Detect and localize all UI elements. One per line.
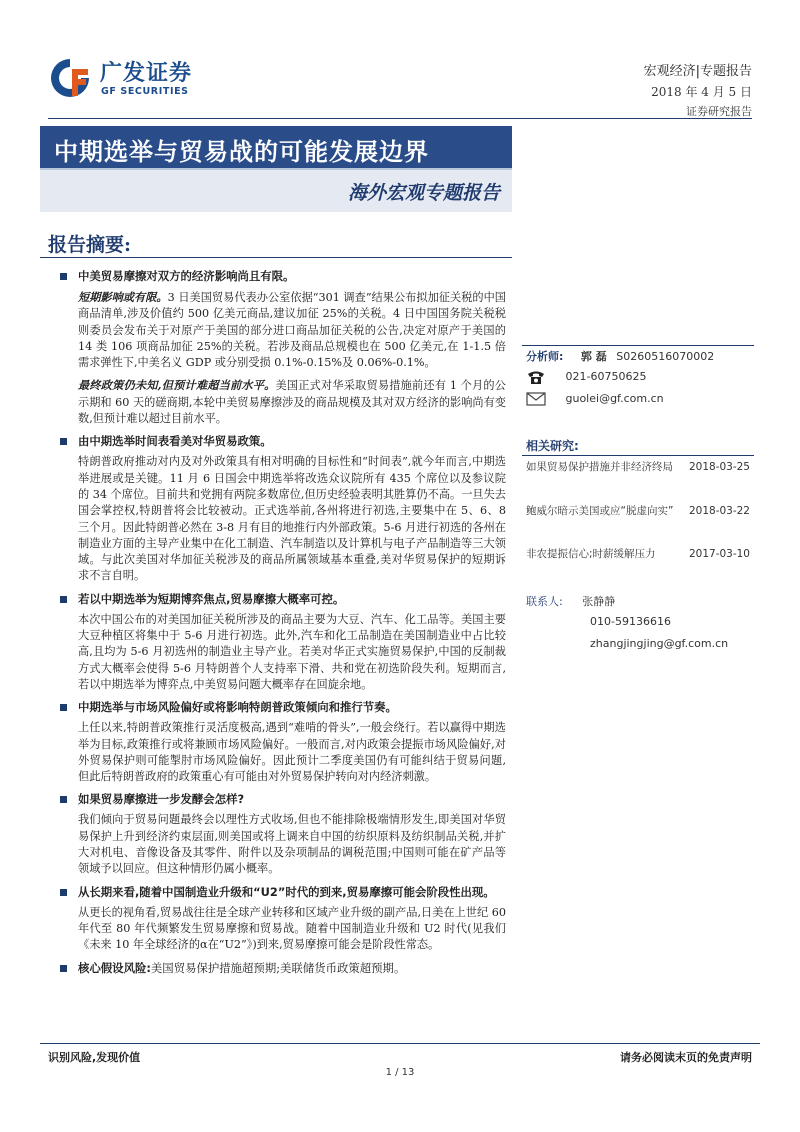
page-subtitle: 海外宏观专题报告 (347, 182, 500, 204)
paragraph (54, 720, 506, 785)
related-item-title: 非农提振信心;时薪缓解压力 (526, 548, 656, 560)
paragraph-text: 特朗普政府推动对内及对外政策具有相对明确的目标性和“时间表”,就今年而言,中期选举进展或是关键。11 月 6 日国会中期选举将改选众议院所有 435 个席位以及参议院的 34 个席位。目前共和党拥有两院多数席位,但历史经验表明其胜算仍不高。一旦失去国会掌控权,特朗普将会比较被动。正式选举前,各州将进行初选,主要集中在 5、6、8 三个月。因此特朗普必然在 3-8 月有目的地推行内外部政策。5-6 月进行初选的各州在制造业方面的主导产业集中在化工制造、汽车制造以及计算机与电子产品制造等三大领域。与此次美国对华加征关税涉及的商品所属领域基本重叠,美对华贸易保护的短期诉求不言自明。 (78, 455, 506, 583)
related-item-date: 2017-03-10 (688, 548, 750, 560)
paragraph (54, 612, 506, 693)
section-heading: 中美贸易摩擦对双方的经济影响尚且有限。 (54, 268, 506, 285)
related-item[interactable] (526, 501, 754, 522)
logo-english: GF SECURITIES (101, 86, 189, 97)
paragraph-text: 我们倾向于贸易问题最终会以理性方式收场,但也不能排除极端情形发生,即美国对华贸易保护上升到经济约束层面,则美国或将上调来自中国的纺织原料及纺织制品关税,并扩大对机电、音像设备及其零件、附件以及杂项制品的调税范围;中国则可能在矿产品等领域予以回应。但这种情形仍属小概率。 (78, 813, 506, 876)
subtitle-banner (40, 170, 512, 212)
phone-icon (526, 369, 546, 385)
sidebar (522, 345, 754, 650)
contact-email[interactable]: zhangjingjing@gf.com.cn (590, 637, 729, 650)
paragraph (54, 289, 506, 371)
page-title: 中期选举与贸易战的可能发展边界 (54, 137, 429, 166)
analyst-cert: S0260516070002 (616, 350, 715, 363)
related-item-title: 鲍威尔暗示美国或应“脱虚向实” (526, 505, 674, 517)
header-divider (48, 118, 752, 119)
related-heading: 相关研究: (526, 439, 579, 453)
contact-label: 联系人: (526, 595, 563, 608)
report-date: 2018 年 4 月 5 日 (651, 85, 752, 99)
related-item-date: 2018-03-22 (688, 505, 750, 517)
footer-slogan: 识别风险,发现价值 (48, 1051, 141, 1064)
page-number: 1 / 13 (385, 1067, 415, 1078)
related-item-title: 如果贸易保护措施并非经济终局 (526, 461, 673, 473)
analyst-phone-row (526, 369, 646, 385)
title-banner (40, 126, 512, 170)
paragraph-text: 3 日美国贸易代表办公室依据“301 调查”结果公布拟加征关税的中国商品清单,涉及价值约 500 亿美元商品,建议加征 25%的关税。4 日中国国务院关税税则委员会发布关于对原产于美国的部分进口商品加征关税的公告,决定对原产于美国的 14 类 106 项商品加征 25%的关税。若涉及商品总规模也在 500 亿美元,在 1-1.5 倍需求弹性下,中美名义 GDP 或分别受损 0.1%-0.15%及 0.06%-0.1%。 (78, 291, 506, 370)
section-heading: 如果贸易摩擦进一步发酵会怎样? (54, 791, 506, 808)
related-divider (522, 455, 754, 456)
analyst-name: 郭 磊 (580, 350, 607, 363)
analyst-email-row (526, 391, 664, 407)
paragraph-text: 本次中国公布的对美国加征关税所涉及的商品主要为大豆、汽车、化工品等。美国主要大豆种植区将集中于 5-6 月进行初选。此外,汽车和化工品制造在美国制造业中占比较高,且均为 5-6 月初选州的制造业主导产业。若美对华正式实施贸易保护,中国的反制裁方式大概率会使得 5-6 月特朗普个人支持率下滑、共和党在初选阶段失利。短期而言,若以中期选举为博弈点,中美贸易问题大概率存在回旋余地。 (78, 612, 506, 691)
risk-note (54, 960, 506, 977)
paragraph (54, 905, 506, 954)
mail-icon (526, 391, 546, 407)
analyst-info (526, 348, 714, 364)
gf-logo-icon (48, 56, 92, 100)
header-meta (644, 60, 752, 119)
analyst-label: 分析师: (526, 350, 564, 363)
paragraph-text: 美国正式对华采取贸易措施前还有 1 个月的公示期和 60 天的磋商期,本轮中美贸易摩擦涉及的商品规模及其对双方经济的影响尚有变数,但预计难以超过目前水平。 (78, 379, 506, 426)
related-item[interactable] (526, 544, 754, 565)
report-category: 证券研究报告 (686, 105, 752, 118)
paragraph (54, 812, 506, 877)
related-item-date: 2018-03-25 (688, 461, 750, 473)
paragraph-lead: 最终政策仍未知,但预计难超当前水平。 (78, 378, 276, 393)
contact-row (526, 593, 615, 609)
section-heading: 若以中期选举为短期博弈焦点,贸易摩擦大概率可控。 (54, 591, 506, 608)
paragraph (54, 454, 506, 584)
footer-divider (40, 1043, 760, 1044)
summary-body (54, 268, 506, 981)
paragraph-lead: 短期影响或有限。 (78, 290, 168, 304)
summary-divider (40, 257, 512, 258)
section-heading: 由中期选举时间表看美对华贸易政策。 (54, 433, 506, 450)
sidebar-divider (522, 345, 754, 346)
analyst-email[interactable]: guolei@gf.com.cn (565, 392, 664, 405)
footer-disclaimer-note: 请务必阅读末页的免责声明 (620, 1051, 752, 1064)
analyst-phone: 021-60750625 (565, 370, 647, 383)
risk-text: 美国贸易保护措施超预期;美联储货币政策超预期。 (150, 960, 406, 975)
paragraph-text: 上任以来,特朗普政策推行灵活度极高,遇到“难啃的骨头”,一般会绕行。若以赢得中期选举为目标,政策推行或将兼顾市场风险偏好。一般而言,对内政策会提振市场风险偏好,对外贸易保护则可能掣肘市场风险偏好。因此预计二季度美国仍有可能纠结于贸易问题,但此后特朗普政府的政策重心有可能由对外贸易保护转向对内经济刺激。 (78, 721, 506, 784)
contact-phone: 010-59136616 (590, 615, 671, 628)
company-logo (48, 52, 218, 104)
logo-chinese: 广发证券 (100, 61, 193, 86)
paragraph (54, 377, 506, 427)
section-heading: 从长期来看,随着中国制造业升级和“U2”时代的到来,贸易摩擦可能会阶段性出现。 (54, 884, 506, 901)
related-item[interactable] (526, 457, 754, 478)
contact-name: 张静静 (582, 595, 616, 608)
risk-label: 核心假设风险: (78, 960, 151, 975)
paragraph-text: 从更长的视角看,贸易战往往是全球产业转移和区域产业升级的副产品,日美在上世纪 60 年代至 80 年代频繁发生贸易摩擦和贸易战。随着中国制造业升级和 U2 时代(见我们《未来 10 年全球经济的α在“U2”》)到来,贸易摩擦可能会是阶段性常态。 (78, 905, 506, 952)
section-heading: 中期选举与市场风险偏好或将影响特朗普政策倾向和推行节奏。 (54, 699, 506, 716)
summary-heading: 报告摘要: (48, 234, 132, 256)
report-type: 宏观经济|专题报告 (643, 64, 752, 79)
